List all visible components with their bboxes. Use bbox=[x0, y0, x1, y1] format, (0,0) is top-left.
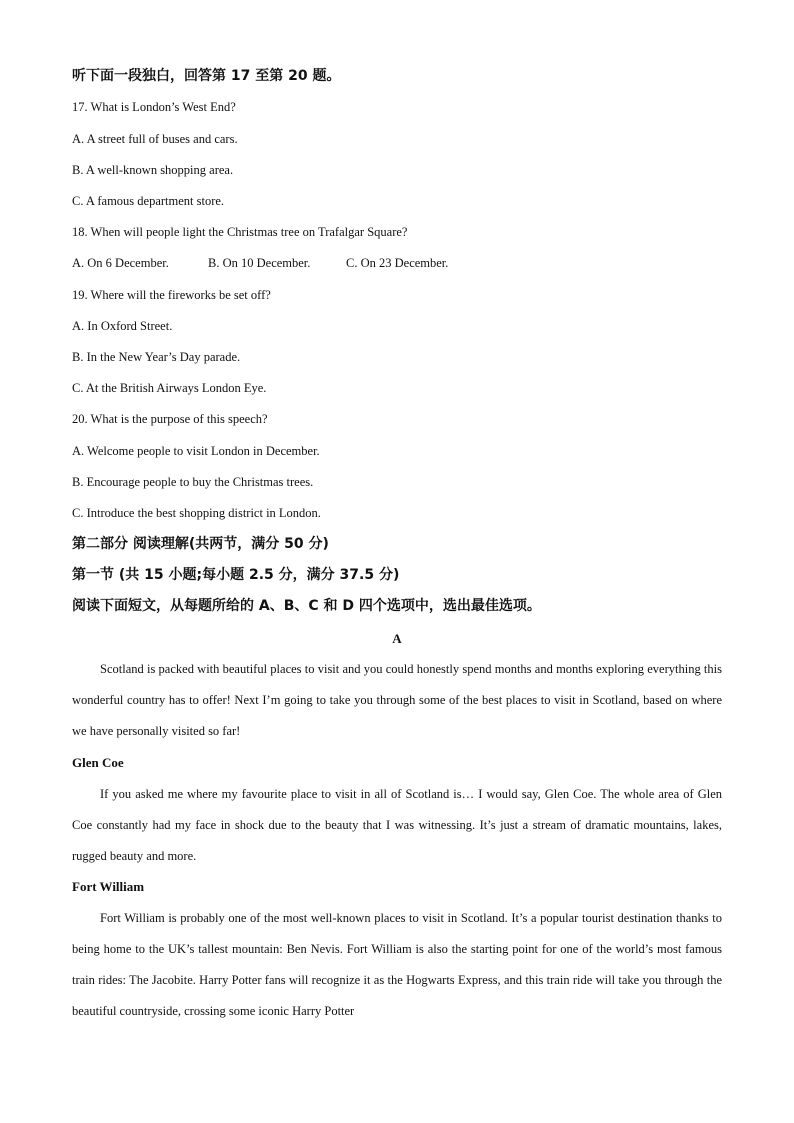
intro-paragraph: Scotland is packed with beautiful places to visit and you could honestly spend months and months exploring everything this wonderful country has to offer! Next I’m going to take you through some of the best places to visit in Scotland, based on where we have personally visited so far! bbox=[72, 662, 722, 738]
part-two-title: 第二部分 阅读理解(共两节，满分 50 分) bbox=[72, 536, 329, 552]
q17-option-a: A. A street full of buses and cars. bbox=[72, 132, 238, 146]
q20-option-c: C. Introduce the best shopping district in London. bbox=[72, 506, 321, 520]
reading-instruction: 阅读下面短文，从每题所给的 A、B、C 和 D 四个选项中，选出最佳选项。 bbox=[72, 598, 541, 614]
question-18: 18. When will people light the Christmas tree on Trafalgar Square? bbox=[72, 225, 408, 239]
question-17: 17. What is London’s West End? bbox=[72, 100, 236, 114]
q20-option-a: A. Welcome people to visit London in December. bbox=[72, 444, 320, 458]
glen-coe-heading: Glen Coe bbox=[72, 755, 124, 770]
q20-option-b: B. Encourage people to buy the Christmas trees. bbox=[72, 475, 314, 489]
listening-instruction: 听下面一段独白，回答第 17 至第 20 题。 bbox=[72, 68, 341, 84]
q18-option-c: C. On 23 December. bbox=[346, 256, 449, 270]
q18-option-a: A. On 6 December. bbox=[72, 256, 169, 270]
q19-option-a: A. In Oxford Street. bbox=[72, 319, 173, 333]
q18-option-b: B. On 10 December. bbox=[208, 256, 311, 270]
passage-label: A bbox=[392, 631, 402, 646]
q18-options bbox=[72, 255, 448, 271]
q19-option-b: B. In the New Year’s Day parade. bbox=[72, 350, 241, 364]
fort-william-paragraph: Fort William is probably one of the most well-known places to visit in Scotland. It’s a popular tourist destination thanks to being home to the UK’s tallest mountain: Ben Nevis. Fort William is also the starting point for one of the world’s most famous train rides: The Jacobite. Harry Potter fans will recognize it as the Hogwarts Express, and this train ride will take you through the beautiful countryside, crossing some iconic Harry Potter bbox=[72, 911, 722, 1018]
glen-coe-paragraph: If you asked me where my favourite place to visit in all of Scotland is… I would say, Glen Coe. The whole area of Glen Coe constantly had my face in shock due to the beauty that I was witnessing. It’s just a stream of dramatic mountains, lakes, rugged beauty and more. bbox=[72, 787, 722, 863]
section-one-title: 第一节 (共 15 小题;每小题 2.5 分，满分 37.5 分) bbox=[72, 567, 400, 583]
q17-option-c: C. A famous department store. bbox=[72, 194, 225, 208]
question-20: 20. What is the purpose of this speech? bbox=[72, 412, 268, 426]
q17-option-b: B. A well-known shopping area. bbox=[72, 163, 234, 177]
q19-option-c: C. At the British Airways London Eye. bbox=[72, 381, 267, 395]
fort-william-heading: Fort William bbox=[72, 879, 145, 894]
question-19: 19. Where will the fireworks be set off? bbox=[72, 288, 271, 302]
